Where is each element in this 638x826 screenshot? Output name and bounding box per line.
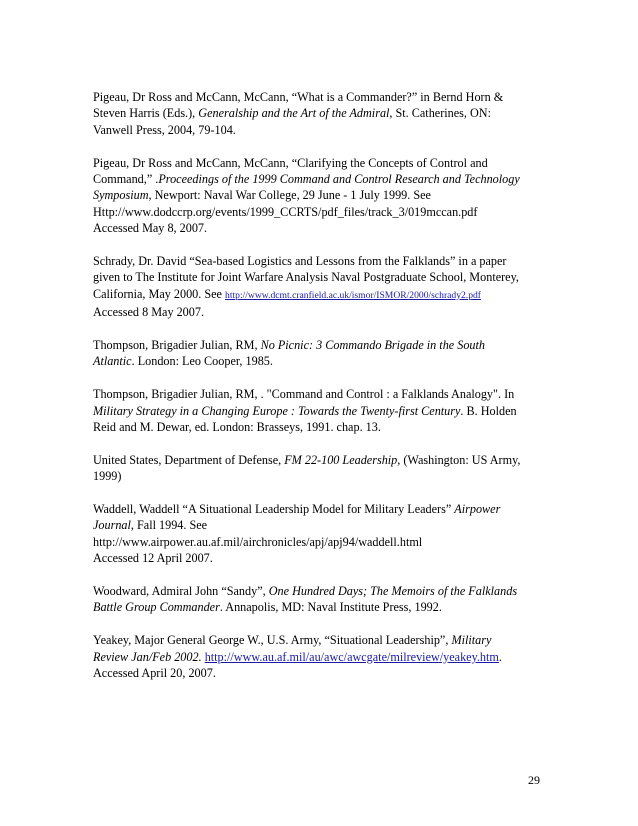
entry-line: Thompson, Brigadier Julian, RM, No Picnic: 3 Commando Brigade in the South <box>93 338 486 353</box>
journal-title-cont: Journal <box>93 518 131 533</box>
entry-line: Schrady, Dr. David “Sea-based Logistics and Lessons from the Falklands” in a paper <box>93 254 507 269</box>
proceedings-title: Proceedings of the 1999 Command and Control Research and Technology <box>158 172 520 187</box>
bibliography-entry-waddell <box>93 501 553 567</box>
bibliography-list <box>93 89 553 698</box>
url-text: Http://www.dodccrp.org/events/1999_CCRTS/pdf_files/track_3/019mccan.pdf <box>93 204 478 219</box>
entry-line: Military Strategy in a Changing Europe : Towards the Twenty-first Century. B. Holden <box>93 403 517 418</box>
entry-line: Journal, Fall 1994. See <box>93 518 208 533</box>
bibliography-entry-thompson-no-picnic <box>93 337 553 370</box>
entry-line: Pigeau, Dr Ross and McCann, McCann, “Clarifying the Concepts of Control and <box>93 155 488 170</box>
entry-line: Accessed 12 April 2007. <box>93 551 213 566</box>
entry-line: Atlantic. London: Leo Cooper, 1985. <box>93 354 273 369</box>
entry-line: Symposium, Newport: Naval War College, 29 June - 1 July 1999. See <box>93 188 431 203</box>
url-text: http://www.airpower.au.af.mil/airchronicles/apj/apj94/waddell.html <box>93 534 423 549</box>
page-number: 29 <box>528 773 540 787</box>
entry-line: Yeakey, Major General George W., U.S. Army, “Situational Leadership”, Military <box>93 633 492 648</box>
journal-title: Military <box>451 633 492 648</box>
entry-line: Reid and M. Dewar, ed. London: Brasseys, 1991. chap. 13. <box>93 420 381 435</box>
entry-line: Woodward, Admiral John “Sandy”, One Hundred Days; The Memoirs of the Falklands <box>93 584 518 599</box>
entry-line: 1999) <box>93 469 122 484</box>
entry-line: Steven Harris (Eds.), Generalship and the Art of the Admiral, St. Catherines, ON: <box>93 106 491 121</box>
entry-line: Command,” .Proceedings of the 1999 Command and Control Research and Technology <box>93 172 520 187</box>
book-title: Military Strategy in a Changing Europe : Towards the Twenty-first Century <box>93 403 461 418</box>
entry-line: Waddell, Waddell “A Situational Leadership Model for Military Leaders” Airpower <box>93 502 501 517</box>
entry-line: Vanwell Press, 2004, 79-104. <box>93 122 236 137</box>
entry-line: Pigeau, Dr Ross and McCann, McCann, “What is a Commander?” in Bernd Horn & <box>93 90 504 104</box>
bibliography-entry-fm-22-100 <box>93 452 553 485</box>
bibliography-entry-schrady <box>93 253 553 321</box>
proceedings-title-cont: Symposium <box>93 188 149 203</box>
entry-line: Accessed May 8, 2007. <box>93 221 208 236</box>
bibliography-entry-woodward <box>93 583 553 616</box>
book-title: Generalship and the Art of the Admiral <box>198 106 390 121</box>
yeakey-link[interactable]: http://www.au.af.mil/au/awc/awcgate/milreview/yeakey.htm <box>204 649 499 664</box>
journal-title-cont: Review Jan/Feb 2002. <box>93 649 202 664</box>
entry-line: Accessed 8 May 2007. <box>93 305 205 320</box>
manual-title: FM 22-100 Leadership, <box>284 452 401 467</box>
entry-line: Battle Group Commander. Annapolis, MD: Naval Institute Press, 1992. <box>93 600 442 615</box>
schrady-link[interactable]: http://www.dcmt.cranfield.ac.uk/ismor/ISMOR/2000/schrady2.pdf <box>225 289 481 301</box>
entry-line: Review Jan/Feb 2002. http://www.au.af.mil/au/awc/awcgate/milreview/yeakey.htm. <box>93 649 502 664</box>
book-title: One Hundred Days; The Memoirs of the Falklands <box>268 584 518 599</box>
bibliography-entry-thompson-command <box>93 386 553 435</box>
bibliography-entry-yeakey <box>93 632 553 681</box>
entry-line: given to The Institute for Joint Warfare Analysis Naval Postgraduate School, Monterey, <box>93 270 519 285</box>
journal-title: Airpower <box>454 502 501 517</box>
book-title-cont: Battle Group Commander <box>93 600 220 615</box>
bibliography-entry-pigeau-commander <box>93 89 553 138</box>
entry-line: California, May 2000. See http://www.dcmt.cranfield.ac.uk/ismor/ISMOR/2000/schrady2.pdf <box>93 286 481 301</box>
entry-line: Thompson, Brigadier Julian, RM, . "Command and Control : a Falklands Analogy". In <box>93 387 515 402</box>
entry-line: United States, Department of Defense, FM 22-100 Leadership, (Washington: US Army, <box>93 452 521 467</box>
book-title-cont: Atlantic <box>93 354 132 369</box>
bibliography-entry-pigeau-control <box>93 155 553 237</box>
book-title: No Picnic: 3 Commando Brigade in the South <box>260 338 486 353</box>
entry-line: Accessed April 20, 2007. <box>93 666 216 681</box>
